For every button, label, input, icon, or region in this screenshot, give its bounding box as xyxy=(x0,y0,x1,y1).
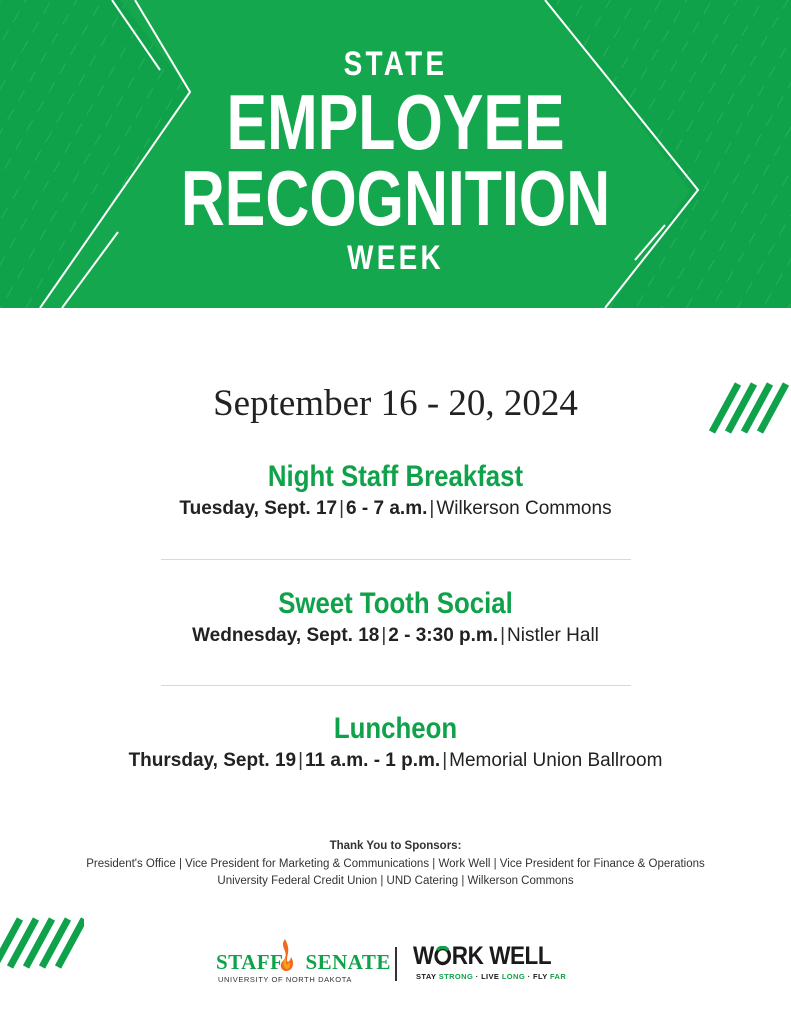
work-letter-w: W xyxy=(413,942,434,970)
event-place: Wilkerson Commons xyxy=(436,498,612,519)
event-time: 6 - 7 a.m. xyxy=(346,498,428,519)
header-banner xyxy=(0,0,791,308)
title-employee: EMPLOYEE xyxy=(226,78,565,166)
sponsors-line-1: President's Office | Vice President for Marketing & Communications | Work Well | Vice President for Finance & Operations xyxy=(86,858,705,870)
ring-icon xyxy=(434,946,452,966)
event-day: Tuesday, Sept. 17 xyxy=(179,498,338,519)
event-detail: Wednesday, Sept. 18 | 2 - 3:30 p.m. | Nistler Hall xyxy=(192,625,599,646)
work-rest: RK WELL xyxy=(451,942,552,970)
title-recognition: RECOGNITION xyxy=(180,154,611,242)
event-day: Thursday, Sept. 19 xyxy=(128,750,297,771)
sponsors-title: Thank You to Sponsors: xyxy=(329,840,462,852)
tag-stay: STAY xyxy=(416,972,439,981)
logo-divider xyxy=(395,947,397,981)
divider xyxy=(161,559,631,560)
event-place: Nistler Hall xyxy=(507,625,599,646)
title-state: STATE xyxy=(343,45,448,83)
work-well-tagline xyxy=(416,972,566,981)
tag-fly: · FLY xyxy=(525,972,550,981)
divider xyxy=(161,685,631,686)
event-detail: Tuesday, Sept. 17 | 6 - 7 a.m. | Wilkerson Commons xyxy=(179,498,612,519)
sponsors-line-2: University Federal Credit Union | UND Catering | Wilkerson Commons xyxy=(217,875,574,887)
banner-title xyxy=(0,44,791,278)
work-well-logo xyxy=(413,942,593,992)
sponsors-section xyxy=(0,840,791,890)
event-time: 2 - 3:30 p.m. xyxy=(388,625,499,646)
staff-senate-logo xyxy=(216,938,391,988)
work-well-wordmark xyxy=(413,942,551,971)
event-name: Night Staff Breakfast xyxy=(267,460,524,493)
event-name: Luncheon xyxy=(333,712,458,745)
title-week: WEEK xyxy=(347,239,444,277)
tag-strong: STRONG xyxy=(438,972,474,981)
tag-live: · LIVE xyxy=(473,972,502,981)
event-luncheon xyxy=(0,712,791,772)
tag-long: LONG xyxy=(501,972,526,981)
staff-senate-wordmark xyxy=(216,950,391,975)
event-dates: September 16 - 20, 2024 xyxy=(213,383,578,424)
tag-far: FAR xyxy=(549,972,567,981)
senate-word: SENATE xyxy=(305,950,391,974)
event-name: Sweet Tooth Social xyxy=(278,587,513,620)
event-place: Memorial Union Ballroom xyxy=(449,750,663,771)
event-night-staff-breakfast xyxy=(0,460,791,520)
event-day: Wednesday, Sept. 18 xyxy=(192,625,380,646)
event-time: 11 a.m. - 1 p.m. xyxy=(305,750,441,771)
event-detail: Thursday, Sept. 19 | 11 a.m. - 1 p.m. | Memorial Union Ballroom xyxy=(128,750,663,771)
event-sweet-tooth-social xyxy=(0,587,791,647)
staff-word: STAFF xyxy=(216,950,284,974)
staff-senate-subtitle: UNIVERSITY OF NORTH DAKOTA xyxy=(218,975,352,984)
footer-logos xyxy=(0,925,791,995)
